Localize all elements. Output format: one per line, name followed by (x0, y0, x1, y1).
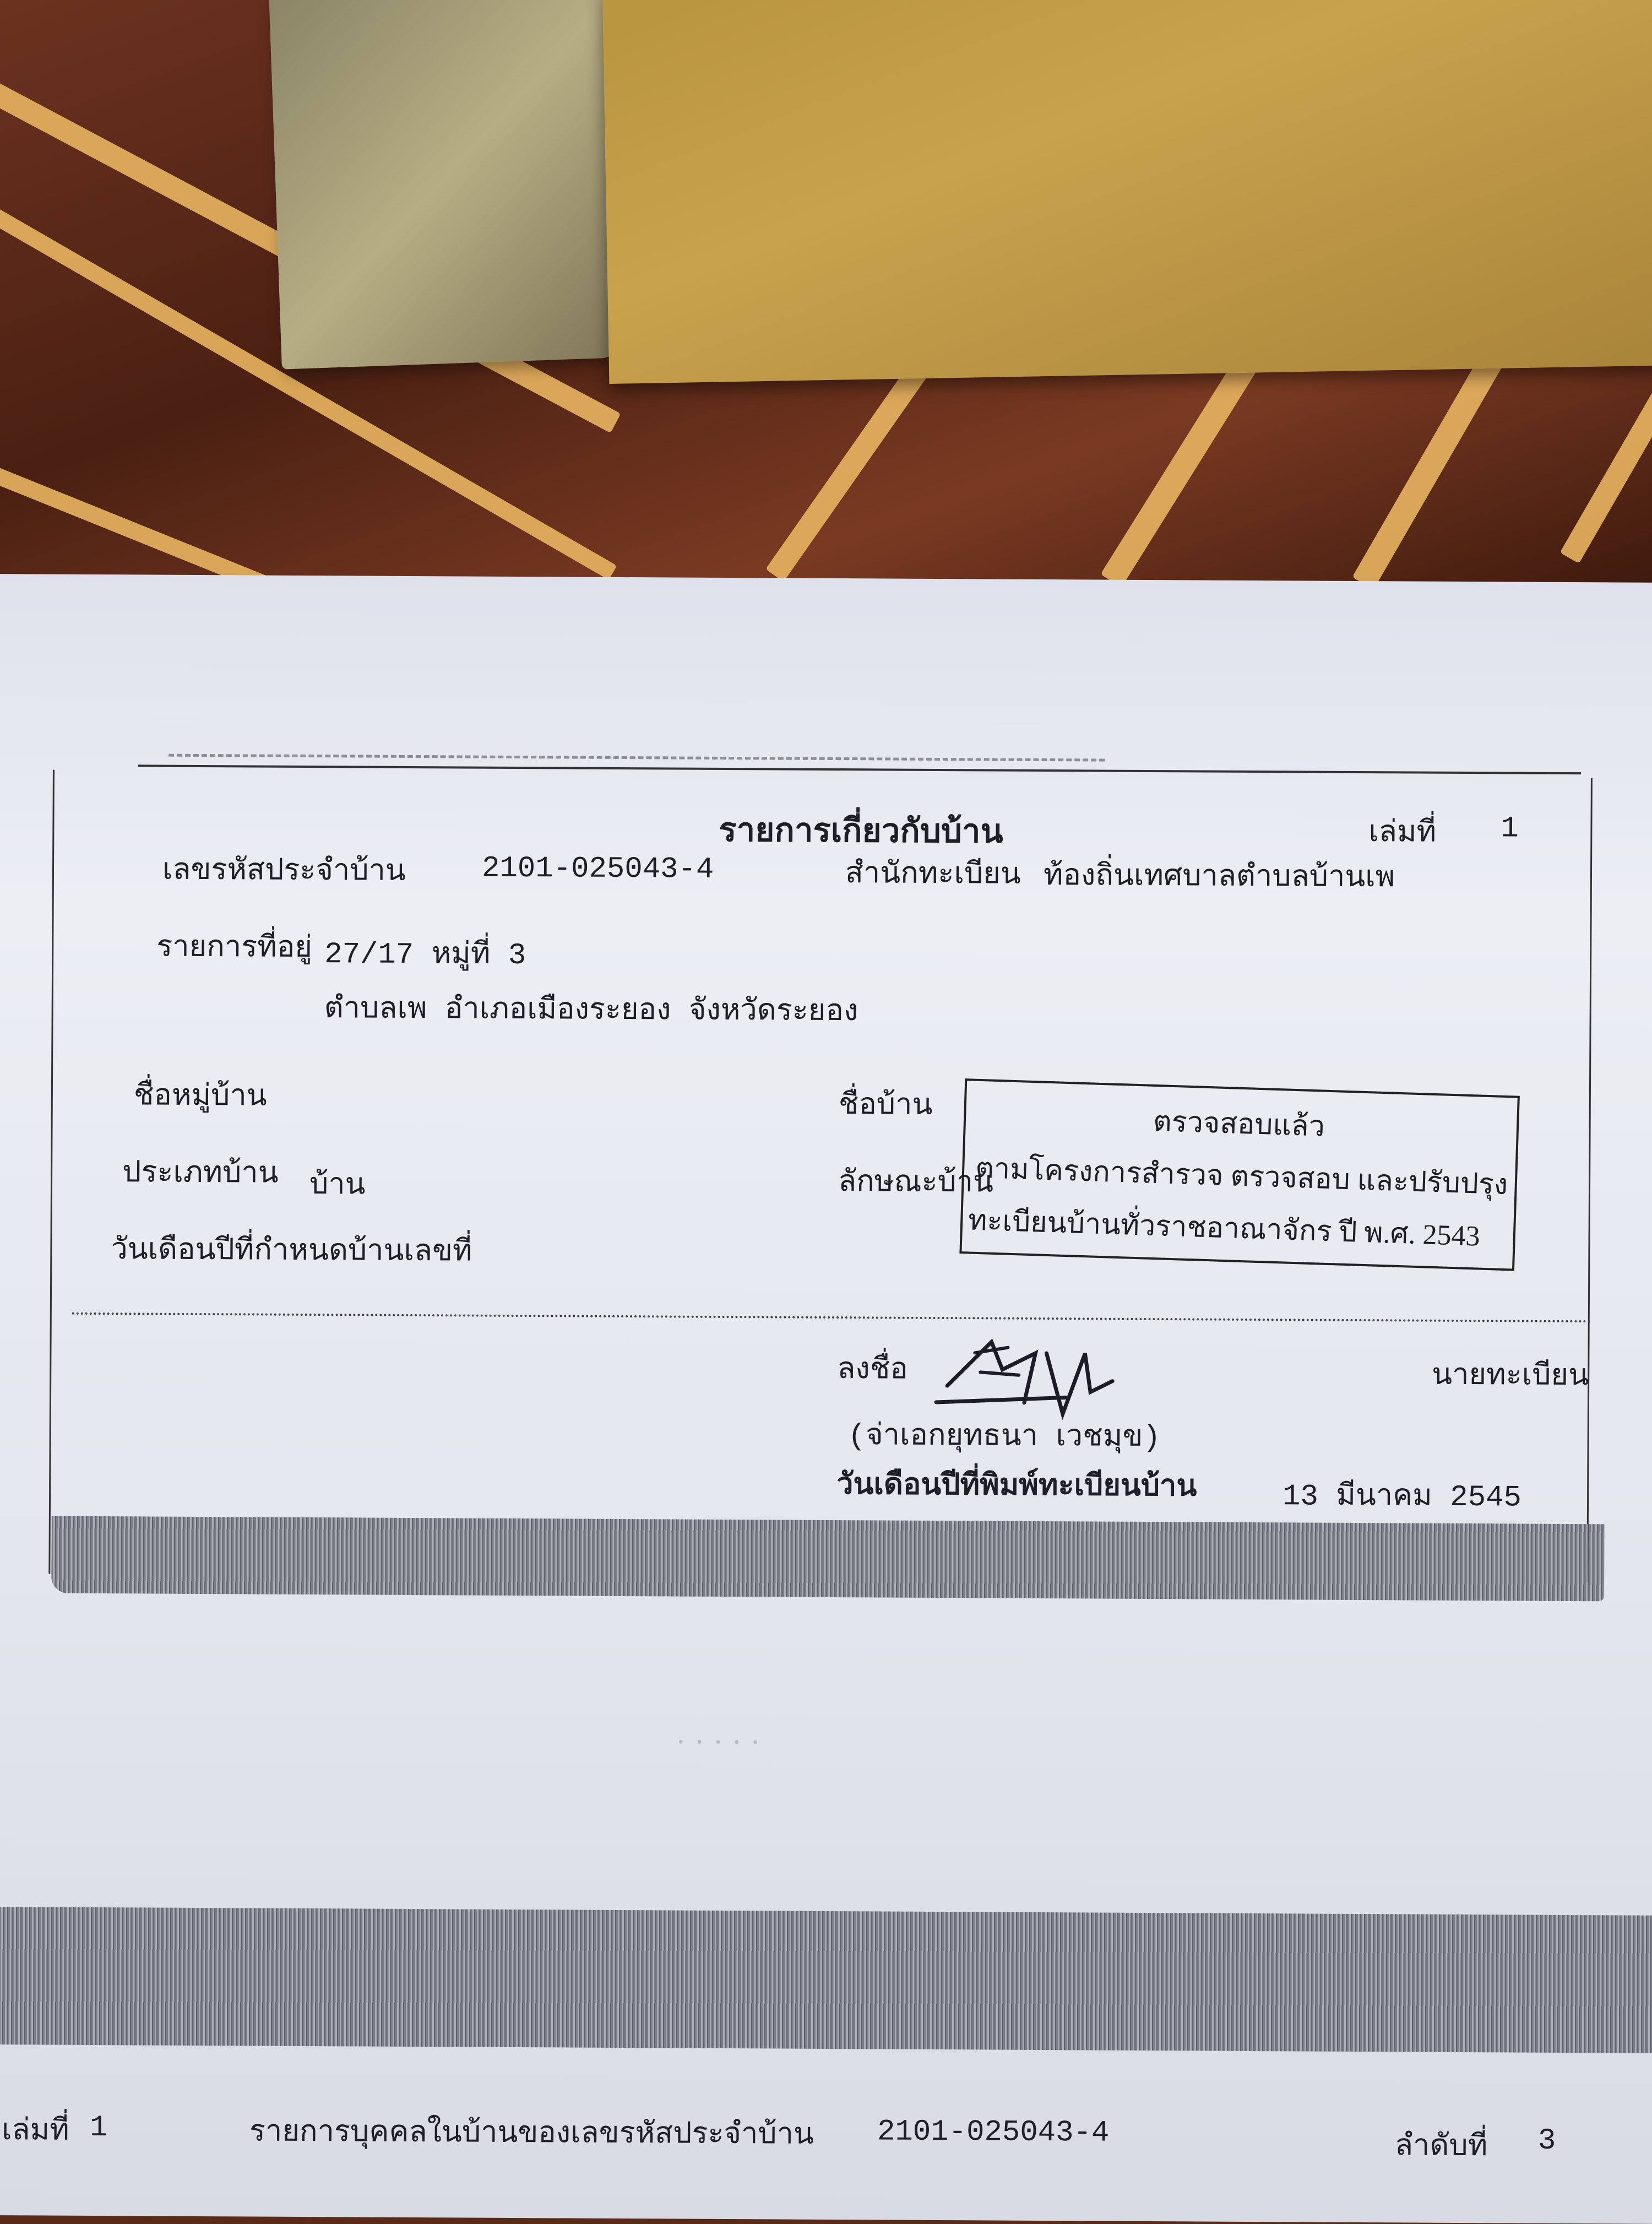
table-stripe (1560, 362, 1652, 563)
document-title: รายการเกี่ยวกับบ้าน (719, 811, 1003, 850)
stamp-line2: ตามโครงการสำรวจ ตรวจสอบ และปรับปรุง (975, 1152, 1509, 1201)
print-date-value: 13 มีนาคม 2545 (1282, 1480, 1522, 1515)
footer-order-label: ลำดับที่ (1394, 2128, 1488, 2162)
number-assigned-date-label: วันเดือนปีที่กำหนดบ้านเลขที่ (111, 1232, 472, 1267)
print-date-label: วันเดือนปีที่พิมพ์ทะเบียนบ้าน (836, 1467, 1197, 1502)
verification-stamp (959, 1078, 1519, 1271)
footer-house-code: 2101-025043-4 (877, 2115, 1110, 2150)
house-type-value: บ้าน (309, 1167, 366, 1201)
photocopy-shading-band (51, 1516, 1605, 1602)
footer-persons-label: รายการบุคคลในบ้านของเลขรหัสประจำบ้าน (249, 2114, 814, 2150)
gray-envelope (269, 0, 623, 370)
faded-print-through: · · · · · (675, 1723, 761, 1760)
footer-order-value: 3 (1537, 2124, 1556, 2158)
registry-office-label: สำนักทะเบียน (845, 856, 1021, 890)
table-stripe (1100, 341, 1267, 588)
document-body (0, 574, 1652, 2224)
house-registration-paper (0, 574, 1652, 2224)
photocopy-shading-band (0, 1907, 1652, 2053)
volume-label: เล่มที่ (1368, 815, 1437, 848)
signed-label: ลงชื่อ (837, 1352, 908, 1385)
address-line1: 27/17 หมู่ที่ 3 (324, 938, 526, 973)
footer-volume-value: 1 (89, 2111, 108, 2145)
house-code-label: เลขรหัสประจำบ้าน (162, 852, 406, 887)
table-stripe (1352, 339, 1512, 590)
registrar-name: (จ่าเอกยุทธนา เวชมุข) (847, 1420, 1161, 1456)
brown-envelope (602, 0, 1652, 384)
stamp-line3: ทะเบียนบ้านทั่วราชอาณาจักร ปี พ.ศ. 2543 (968, 1205, 1481, 1252)
registrar-title: นายทะเบียน (1432, 1357, 1589, 1392)
house-name-label: ชื่อบ้าน (838, 1087, 933, 1121)
address-label: รายการที่อยู่ (156, 929, 313, 964)
address-line2: ตำบลเพ อำเภอเมืองระยอง จังหวัดระยอง (324, 993, 858, 1030)
volume-value: 1 (1501, 812, 1519, 846)
village-name-label: ชื่อหมู่บ้าน (133, 1078, 267, 1112)
house-character-label: ลักษณะบ้าน (838, 1164, 994, 1198)
stamp-line1: ตรวจสอบแล้ว (1153, 1105, 1325, 1143)
top-dashed-rule (169, 754, 1105, 762)
registry-office-value: ท้องถิ่นเทศบาลตำบลบ้านเพ (1043, 858, 1395, 893)
footer-volume-label: เล่มที่ (1, 2113, 69, 2146)
house-code-value: 2101-025043-4 (481, 851, 714, 887)
house-type-label: ประเภทบ้าน (122, 1155, 279, 1189)
